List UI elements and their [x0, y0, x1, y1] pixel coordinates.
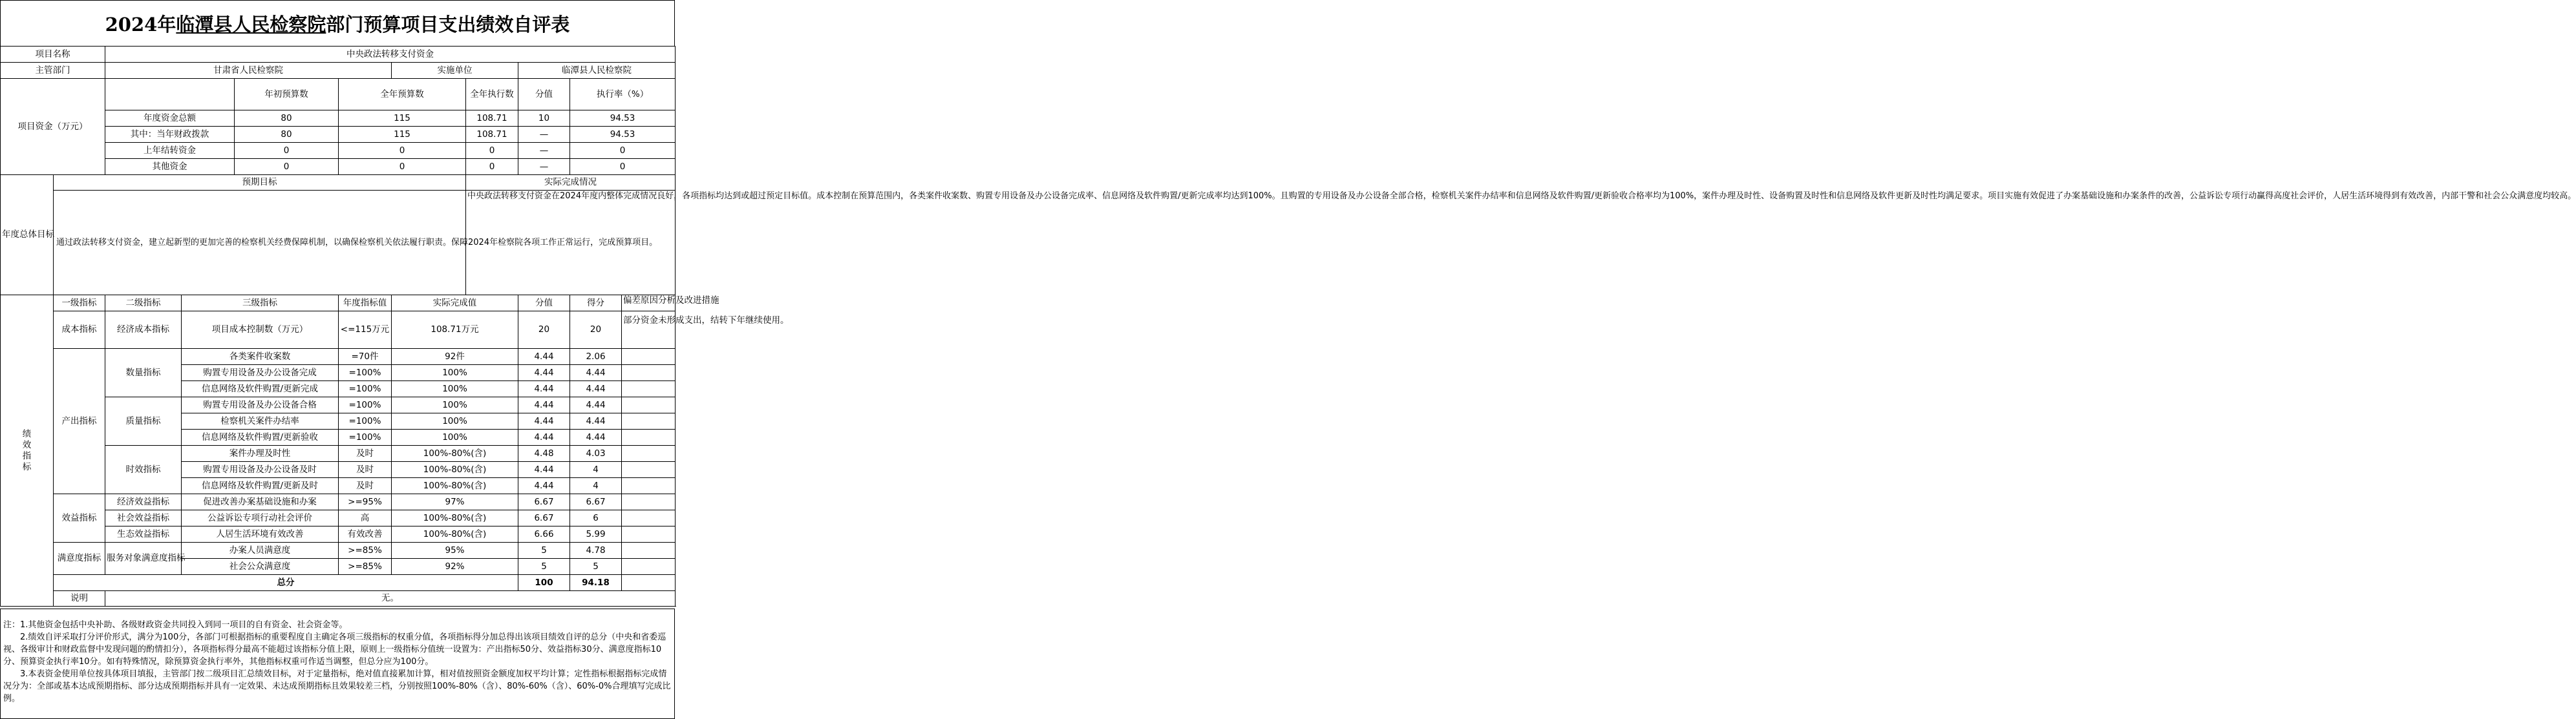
- funds-cell: 0: [570, 159, 676, 175]
- perf-actual: 92%: [392, 559, 518, 575]
- funds-header: 年初预算数: [235, 79, 339, 110]
- explain-label: 说明: [54, 591, 105, 607]
- note-item: 2.绩效自评采取打分评价形式，满分为100分，各部门可根据指标的重要程度自主确定各项三级指标的权重分值，各项指标得分加总得出该项目绩效自评的总分（中央和省委巡视、各级审计和财政监督中发现问题的酌情扣分），各项指标得分最高不能超过该指标分值上限，原则上一级指标分值统一设置为：产出指标50分、效益指标30分、满意度指标10分、预算资金执行率10分。如有特殊情况，除预算资金执行率外，其他指标权重可作适当调整，但总分应为100分。: [3, 632, 666, 667]
- perf-got: 4.44: [570, 397, 622, 413]
- funds-header: 全年预算数: [339, 79, 466, 110]
- perf-actual: 97%: [392, 494, 518, 510]
- perf-got: 6.67: [570, 494, 622, 510]
- perf-got: 4.44: [570, 413, 622, 430]
- perf-header: 分值: [518, 295, 570, 311]
- goal-actual-text: 中央政法转移支付资金在2024年度内整体完成情况良好，各项指标均达到或超过预定目标值。成本控制在预算范围内，各类案件收案数、购置专用设备及办公设备完成率、信息网络及软件购置/更新完成率均达到100%。且购置的专用设备及办公设备全部合格，检察机关案件办结率和信息网络及软件购置/更新验收合格率均为100%，案件办理及时性、设备购置及时性和信息网络及软件更新及时性均满足要求。项目实施有效促进了办案基础设施和办案条件的改善，公益诉讼专项行动赢得高度社会评价，人居生活环境得到有效改善，内部干警和社会公众满意度均较高。: [466, 191, 676, 295]
- perf-actual: 108.71万元: [392, 311, 518, 349]
- perf-target: 及时: [339, 478, 392, 494]
- goal-expected-text: 通过政法转移支付资金，建立起新型的更加完善的检察机关经费保障机制，以确保检察机关依法履行职责。保障2024年检察院各项工作正常运行，完成预算项目。: [54, 191, 466, 295]
- perf-deviation: [622, 381, 676, 397]
- perf-l2: 经济效益指标: [105, 494, 182, 510]
- perf-got: 2.06: [570, 349, 622, 365]
- perf-actual: 100%-80%(含): [392, 446, 518, 462]
- perf-l1-output: 产出指标: [54, 349, 105, 494]
- funds-cell: 108.71: [466, 127, 518, 143]
- perf-header-row: [1, 295, 676, 311]
- perf-score: 6.67: [518, 510, 570, 526]
- perf-l1-benefit: 效益指标: [54, 494, 105, 543]
- perf-score: 4.44: [518, 430, 570, 446]
- perf-header: 实际完成值: [392, 295, 518, 311]
- perf-score: 4.44: [518, 413, 570, 430]
- funds-cell: 80: [235, 127, 339, 143]
- funds-header: 全年执行数: [466, 79, 518, 110]
- perf-target: =70件: [339, 349, 392, 365]
- perf-l3: 办案人员满意度: [182, 543, 339, 559]
- funds-cell: —: [518, 143, 570, 159]
- goal-expected-header: 预期目标: [54, 175, 466, 191]
- perf-score: 5: [518, 559, 570, 575]
- perf-got: 6: [570, 510, 622, 526]
- perf-score: 4.44: [518, 381, 570, 397]
- perf-l3: 项目成本控制数（万元）: [182, 311, 339, 349]
- funds-cell: 0: [339, 159, 466, 175]
- goal-header-row: [1, 175, 676, 191]
- dept-value: 甘肃省人民检察院: [105, 63, 392, 79]
- explain-value: 无。: [105, 591, 676, 607]
- perf-deviation: [622, 510, 676, 526]
- funds-cell: 0: [466, 143, 518, 159]
- perf-deviation: [622, 349, 676, 365]
- funds-row-name: 年度资金总额: [105, 110, 235, 127]
- perf-row: [1, 494, 676, 510]
- funds-cell: 94.53: [570, 127, 676, 143]
- perf-l3: 公益诉讼专项行动社会评价: [182, 510, 339, 526]
- perf-got: 20: [570, 311, 622, 349]
- perf-l3: 信息网络及软件购置/更新验收: [182, 430, 339, 446]
- perf-deviation: [622, 430, 676, 446]
- funds-cell: 115: [339, 110, 466, 127]
- perf-score: 4.44: [518, 397, 570, 413]
- perf-score: 4.48: [518, 446, 570, 462]
- perf-got: 4.03: [570, 446, 622, 462]
- perf-l2: 数量指标: [105, 349, 182, 397]
- perf-got: 4.44: [570, 430, 622, 446]
- perf-target: >=85%: [339, 543, 392, 559]
- evaluation-table: [0, 46, 2576, 607]
- title-year: 2024年: [105, 13, 176, 36]
- perf-score: 20: [518, 311, 570, 349]
- note-item: 3.本表资金使用单位按具体项目填报，主管部门按二级项目汇总绩效目标，对于定量指标，绝对值直接累加计算，相对值按照资金额度加权平均计算；定性指标根据指标完成情况分为：全部或基本达成预期指标、部分达成预期指标并具有一定效果、未达成预期指标且效果较差三档，分别按照100%-80%（含）、80%-60%（含）、60%-0%合理填写完成比例。: [3, 669, 671, 703]
- perf-header: 三级指标: [182, 295, 339, 311]
- perf-deviation: [622, 543, 676, 559]
- perf-l2: 服务对象满意度指标: [105, 543, 182, 575]
- funds-row-name: 其中：当年财政拨款: [105, 127, 235, 143]
- perf-l3: 检察机关案件办结率: [182, 413, 339, 430]
- funds-cell: 10: [518, 110, 570, 127]
- perf-actual: 95%: [392, 543, 518, 559]
- perf-l2: 经济成本指标: [105, 311, 182, 349]
- perf-target: =100%: [339, 365, 392, 381]
- perf-l2: 质量指标: [105, 397, 182, 446]
- perf-score: 4.44: [518, 349, 570, 365]
- perf-target: 高: [339, 510, 392, 526]
- perf-l3: 信息网络及软件购置/更新及时: [182, 478, 339, 494]
- perf-l2: 社会效益指标: [105, 510, 182, 526]
- perf-target: >=95%: [339, 494, 392, 510]
- perf-deviation: [622, 462, 676, 478]
- goal-content-row: [1, 191, 676, 295]
- funds-cell: 0: [466, 159, 518, 175]
- perf-actual: 100%-80%(含): [392, 478, 518, 494]
- perf-target: =100%: [339, 397, 392, 413]
- perf-l3: 促进改善办案基础设施和办案: [182, 494, 339, 510]
- perf-l3: 购置专用设备及办公设备完成: [182, 365, 339, 381]
- perf-actual: 100%-80%(含): [392, 526, 518, 543]
- perf-target: =100%: [339, 381, 392, 397]
- notes-section: [0, 609, 675, 719]
- total-got: 94.18: [570, 575, 622, 591]
- funds-label: 项目资金（万元）: [1, 79, 105, 175]
- perf-actual: 100%-80%(含): [392, 510, 518, 526]
- perf-l2: 时效指标: [105, 446, 182, 494]
- page-title: [0, 0, 675, 47]
- funds-cell: —: [518, 159, 570, 175]
- perf-got: 4: [570, 478, 622, 494]
- funds-cell: 0: [235, 159, 339, 175]
- perf-deviation: [622, 365, 676, 381]
- perf-deviation: [622, 446, 676, 462]
- perf-header: 年度指标值: [339, 295, 392, 311]
- perf-header: 二级指标: [105, 295, 182, 311]
- funds-cell: —: [518, 127, 570, 143]
- title-rest: 部门预算项目支出绩效自评表: [326, 13, 570, 36]
- perf-score: 5: [518, 543, 570, 559]
- perf-target: 有效改善: [339, 526, 392, 543]
- perf-l3: 社会公众满意度: [182, 559, 339, 575]
- perf-l2: 生态效益指标: [105, 526, 182, 543]
- perf-l3: 人居生活环境有效改善: [182, 526, 339, 543]
- perf-l3: 各类案件收案数: [182, 349, 339, 365]
- perf-target: 及时: [339, 446, 392, 462]
- explain-row: [1, 591, 676, 607]
- funds-cell: 0: [339, 143, 466, 159]
- perf-target: >=85%: [339, 559, 392, 575]
- impl-value: 临潭县人民检察院: [518, 63, 676, 79]
- project-name-value: 中央政法转移支付资金: [105, 47, 676, 63]
- perf-target: 及时: [339, 462, 392, 478]
- perf-label: 绩 效 指 标: [1, 295, 54, 607]
- perf-row: [1, 543, 676, 559]
- funds-header: 执行率（%）: [570, 79, 676, 110]
- perf-score: 4.44: [518, 478, 570, 494]
- perf-l1: 成本指标: [54, 311, 105, 349]
- funds-cell: 94.53: [570, 110, 676, 127]
- perf-actual: 100%: [392, 381, 518, 397]
- perf-row: [1, 349, 676, 365]
- perf-actual: 100%: [392, 397, 518, 413]
- perf-got: 4: [570, 462, 622, 478]
- funds-cell: 0: [235, 143, 339, 159]
- funds-header: 分值: [518, 79, 570, 110]
- perf-got: 5: [570, 559, 622, 575]
- perf-target: =100%: [339, 430, 392, 446]
- dept-label: 主管部门: [1, 63, 105, 79]
- perf-header: 一级指标: [54, 295, 105, 311]
- perf-got: 4.44: [570, 365, 622, 381]
- project-name-row: [1, 47, 676, 63]
- perf-row: [1, 311, 676, 349]
- perf-l3: 信息网络及软件购置/更新完成: [182, 381, 339, 397]
- perf-got: 4.78: [570, 543, 622, 559]
- perf-deviation: [622, 559, 676, 575]
- perf-score: 4.44: [518, 462, 570, 478]
- perf-score: 6.66: [518, 526, 570, 543]
- goal-label: 年度总体目标: [1, 175, 54, 295]
- total-row: [1, 575, 676, 591]
- perf-actual: 92件: [392, 349, 518, 365]
- perf-actual: 100%: [392, 430, 518, 446]
- perf-target: <=115万元: [339, 311, 392, 349]
- funds-cell: 108.71: [466, 110, 518, 127]
- perf-target: =100%: [339, 413, 392, 430]
- total-score: 100: [518, 575, 570, 591]
- perf-l3: 案件办理及时性: [182, 446, 339, 462]
- note-item: 注：1.其他资金包括中央补助、各级财政资金共同投入到同一项目的自有资金、社会资金等。: [3, 620, 348, 630]
- perf-got: 5.99: [570, 526, 622, 543]
- funds-row-name: 其他资金: [105, 159, 235, 175]
- perf-header: 偏差原因分析及改进措施: [622, 295, 676, 311]
- impl-label: 实施单位: [392, 63, 518, 79]
- perf-deviation: [622, 526, 676, 543]
- funds-corner: [105, 79, 235, 110]
- project-name-label: 项目名称: [1, 47, 105, 63]
- perf-deviation: 部分资金未形成支出，结转下年继续使用。: [622, 311, 676, 349]
- funds-cell: 80: [235, 110, 339, 127]
- perf-deviation: [622, 413, 676, 430]
- perf-score: 6.67: [518, 494, 570, 510]
- perf-deviation: [622, 494, 676, 510]
- perf-l3: 购置专用设备及办公设备及时: [182, 462, 339, 478]
- perf-deviation: [622, 478, 676, 494]
- perf-l1-satisfaction: 满意度指标: [54, 543, 105, 575]
- funds-row-name: 上年结转资金: [105, 143, 235, 159]
- perf-score: 4.44: [518, 365, 570, 381]
- funds-header-row: [1, 79, 676, 110]
- perf-actual: 100%-80%(含): [392, 462, 518, 478]
- total-deviation: [622, 575, 676, 591]
- perf-actual: 100%: [392, 365, 518, 381]
- title-unit: 临潭县人民检察院: [176, 13, 326, 36]
- total-label: 总分: [54, 575, 518, 591]
- perf-l3: 购置专用设备及办公设备合格: [182, 397, 339, 413]
- perf-header: 得分: [570, 295, 622, 311]
- perf-deviation: [622, 397, 676, 413]
- funds-cell: 0: [570, 143, 676, 159]
- funds-cell: 115: [339, 127, 466, 143]
- perf-got: 4.44: [570, 381, 622, 397]
- perf-actual: 100%: [392, 413, 518, 430]
- goal-actual-header: 实际完成情况: [466, 175, 676, 191]
- department-row: [1, 63, 676, 79]
